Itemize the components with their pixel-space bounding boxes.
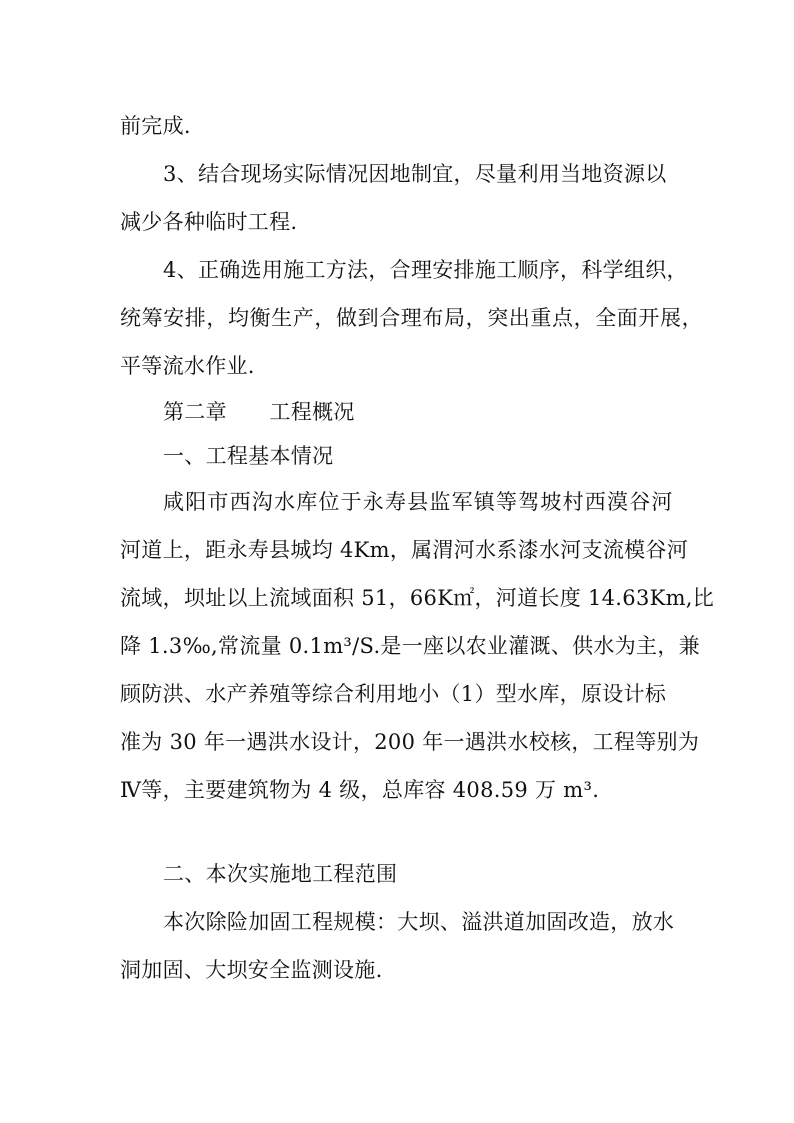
- scope-line-2: 洞加固、大坝安全监测设施.: [120, 958, 383, 982]
- overview-line-7: Ⅳ等，主要建筑物为 4 级，总库容 408.59 万 m³.: [120, 778, 600, 802]
- section-heading-scope: 二、本次实施地工程范围: [163, 862, 398, 886]
- principle-4-line-2: 统筹安排，均衡生产，做到合理布局，突出重点，全面开展，: [120, 306, 704, 330]
- overview-line-6: 准为 30 年一遇洪水设计，200 年一遇洪水校核，工程等别为: [120, 730, 700, 754]
- section-heading-basic-info: 一、工程基本情况: [163, 444, 334, 468]
- overview-line-5: 顾防洪、水产养殖等综合利用地小（1）型水库，原设计标: [120, 682, 667, 706]
- paragraph-continuation-line: 前完成.: [120, 114, 191, 138]
- principle-3-line-2: 减少各种临时工程.: [120, 210, 298, 234]
- principle-4-line-3: 平等流水作业.: [120, 354, 255, 378]
- principle-4-line-1: 4、正确选用施工方法，合理安排施工顺序，科学组织，: [163, 258, 688, 282]
- overview-line-4: 降 1.3‰,常流量 0.1m³/S.是一座以农业灌溉、供水为主，兼: [120, 634, 700, 658]
- chapter-heading: 第二章 工程概况: [163, 400, 355, 424]
- overview-line-1: 咸阳市西沟水库位于永寿县监军镇等驾坡村西漠谷河: [163, 490, 674, 514]
- overview-line-3: 流域，坝址以上流域面积 51，66K㎡，河道长度 14.63Km,比: [120, 586, 715, 610]
- scope-line-1: 本次除险加固工程规模：大坝、溢洪道加固改造，放水: [163, 910, 675, 934]
- overview-line-2: 河道上，距永寿县城均 4Km，属渭河水系漆水河支流模谷河: [120, 538, 689, 562]
- principle-3-line-1: 3、结合现场实际情况因地制宜，尽量利用当地资源以: [163, 162, 667, 186]
